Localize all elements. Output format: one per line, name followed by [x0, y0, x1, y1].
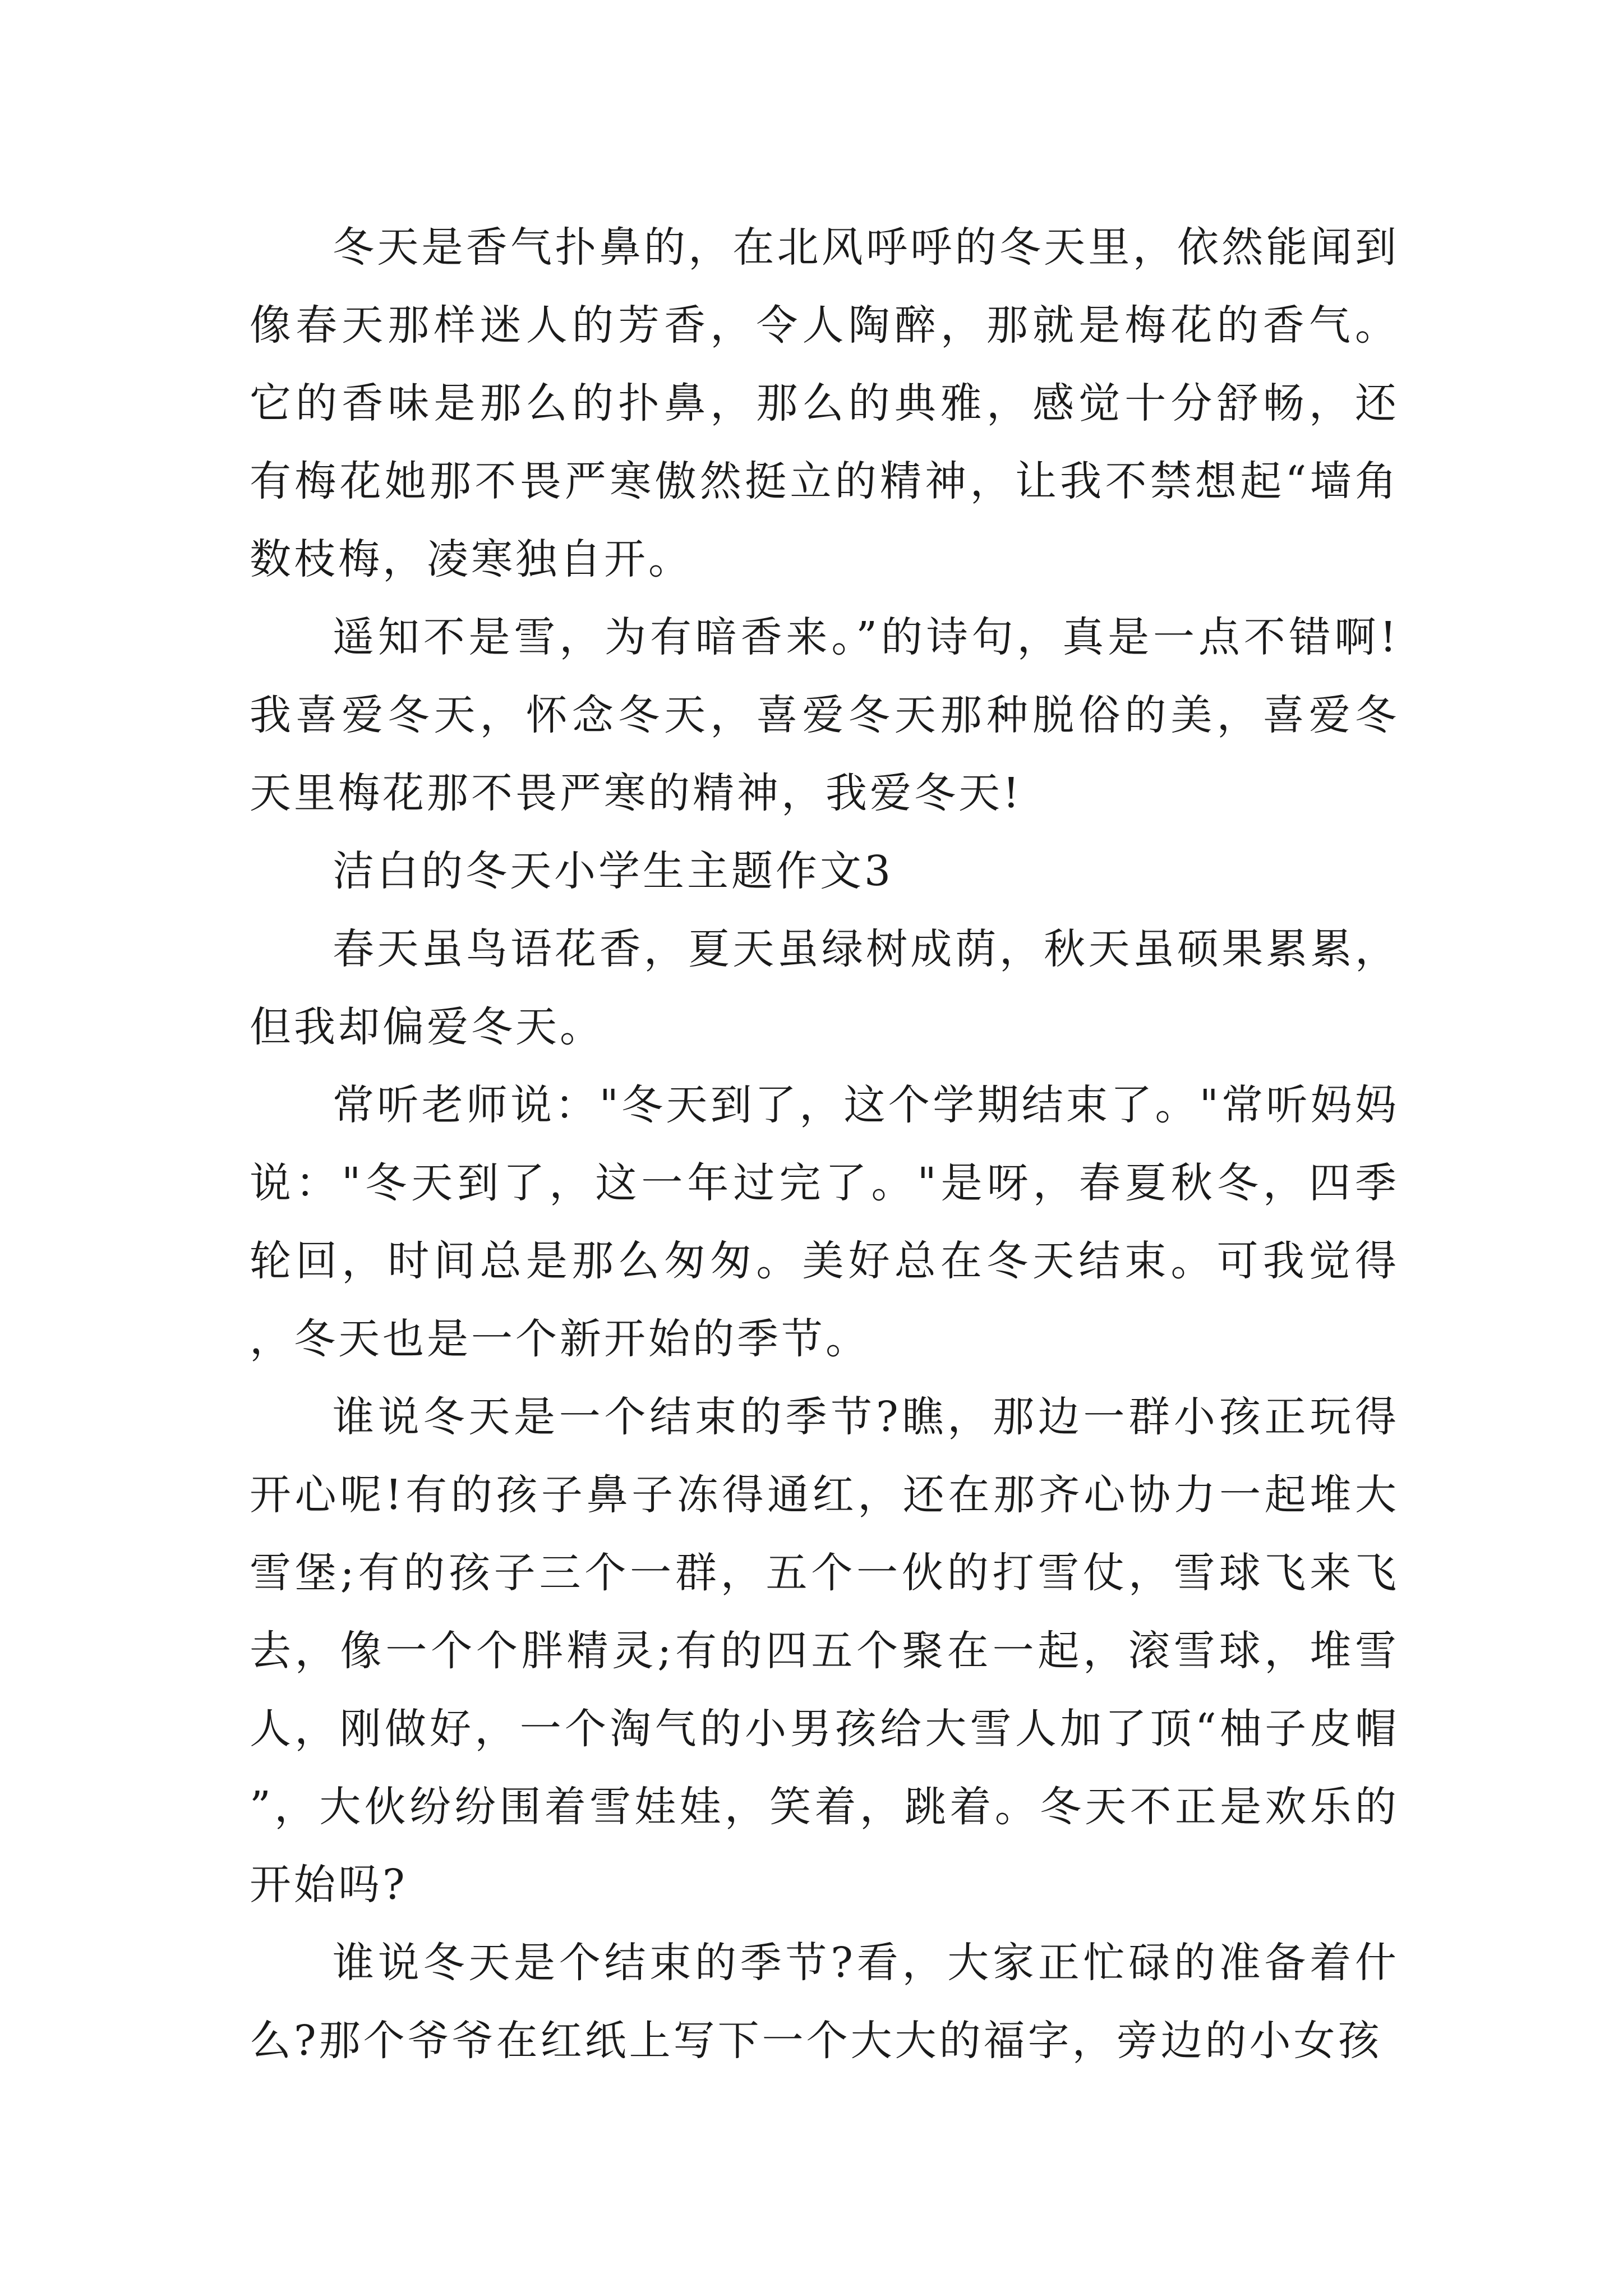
essay-title: 洁白的冬天小学生主题作文3	[333, 847, 894, 895]
paragraph-new-year-prep: 谁说冬天是个结束的季节?看，大家正忙碌的准备着什么?那个爷爷在红纸上写下一个大大的福字，旁边的小女孩	[250, 1939, 1399, 2065]
paragraph-seasons: 春天虽鸟语花香，夏天虽绿树成荫，秋天虽硕果累累，但我却偏爱冬天。	[250, 925, 1399, 1051]
paragraph-children-snow: 谁说冬天是一个结束的季节?瞧，那边一群小孩正玩得开心呢!有的孩子鼻子冻得通红，还在那齐心协力一起堆大雪堡;有的孩子三个一群，五个一伙的打雪仗，雪球飞来飞去，像一个个胖精灵;有的四五个聚在一起，滚雪球，堆雪人，刚做好，一个淘气的小男孩给大雪人加了顶“柚子皮帽”，大伙纷纷围着雪娃娃，笑着，跳着。冬天不正是欢乐的开始吗?	[250, 1393, 1399, 1909]
document-body	[250, 209, 1399, 2080]
paragraph-teacher-mother: 常听老师说："冬天到了，这个学期结束了。"常听妈妈说："冬天到了，这一年过完了。"是呀，春夏秋冬，四季轮回，时间总是那么匆匆。美好总在冬天结束。可我觉得，冬天也是一个新开始的季节。	[250, 1081, 1399, 1363]
paragraph-plum-fragrance: 冬天是香气扑鼻的，在北风呼呼的冬天里，依然能闻到像春天那样迷人的芳香，令人陶醉，那就是梅花的香气。它的香味是那么的扑鼻，那么的典雅，感觉十分舒畅，还有梅花她那不畏严寒傲然挺立的精神，让我不禁想起“墙角数枝梅，凌寒独自开。	[250, 223, 1399, 583]
paragraph-poem-conclusion: 遥知不是雪，为有暗香来。”的诗句，真是一点不错啊!我喜爱冬天，怀念冬天，喜爱冬天那种脱俗的美，喜爱冬天里梅花那不畏严寒的精神，我爱冬天!	[250, 613, 1399, 817]
